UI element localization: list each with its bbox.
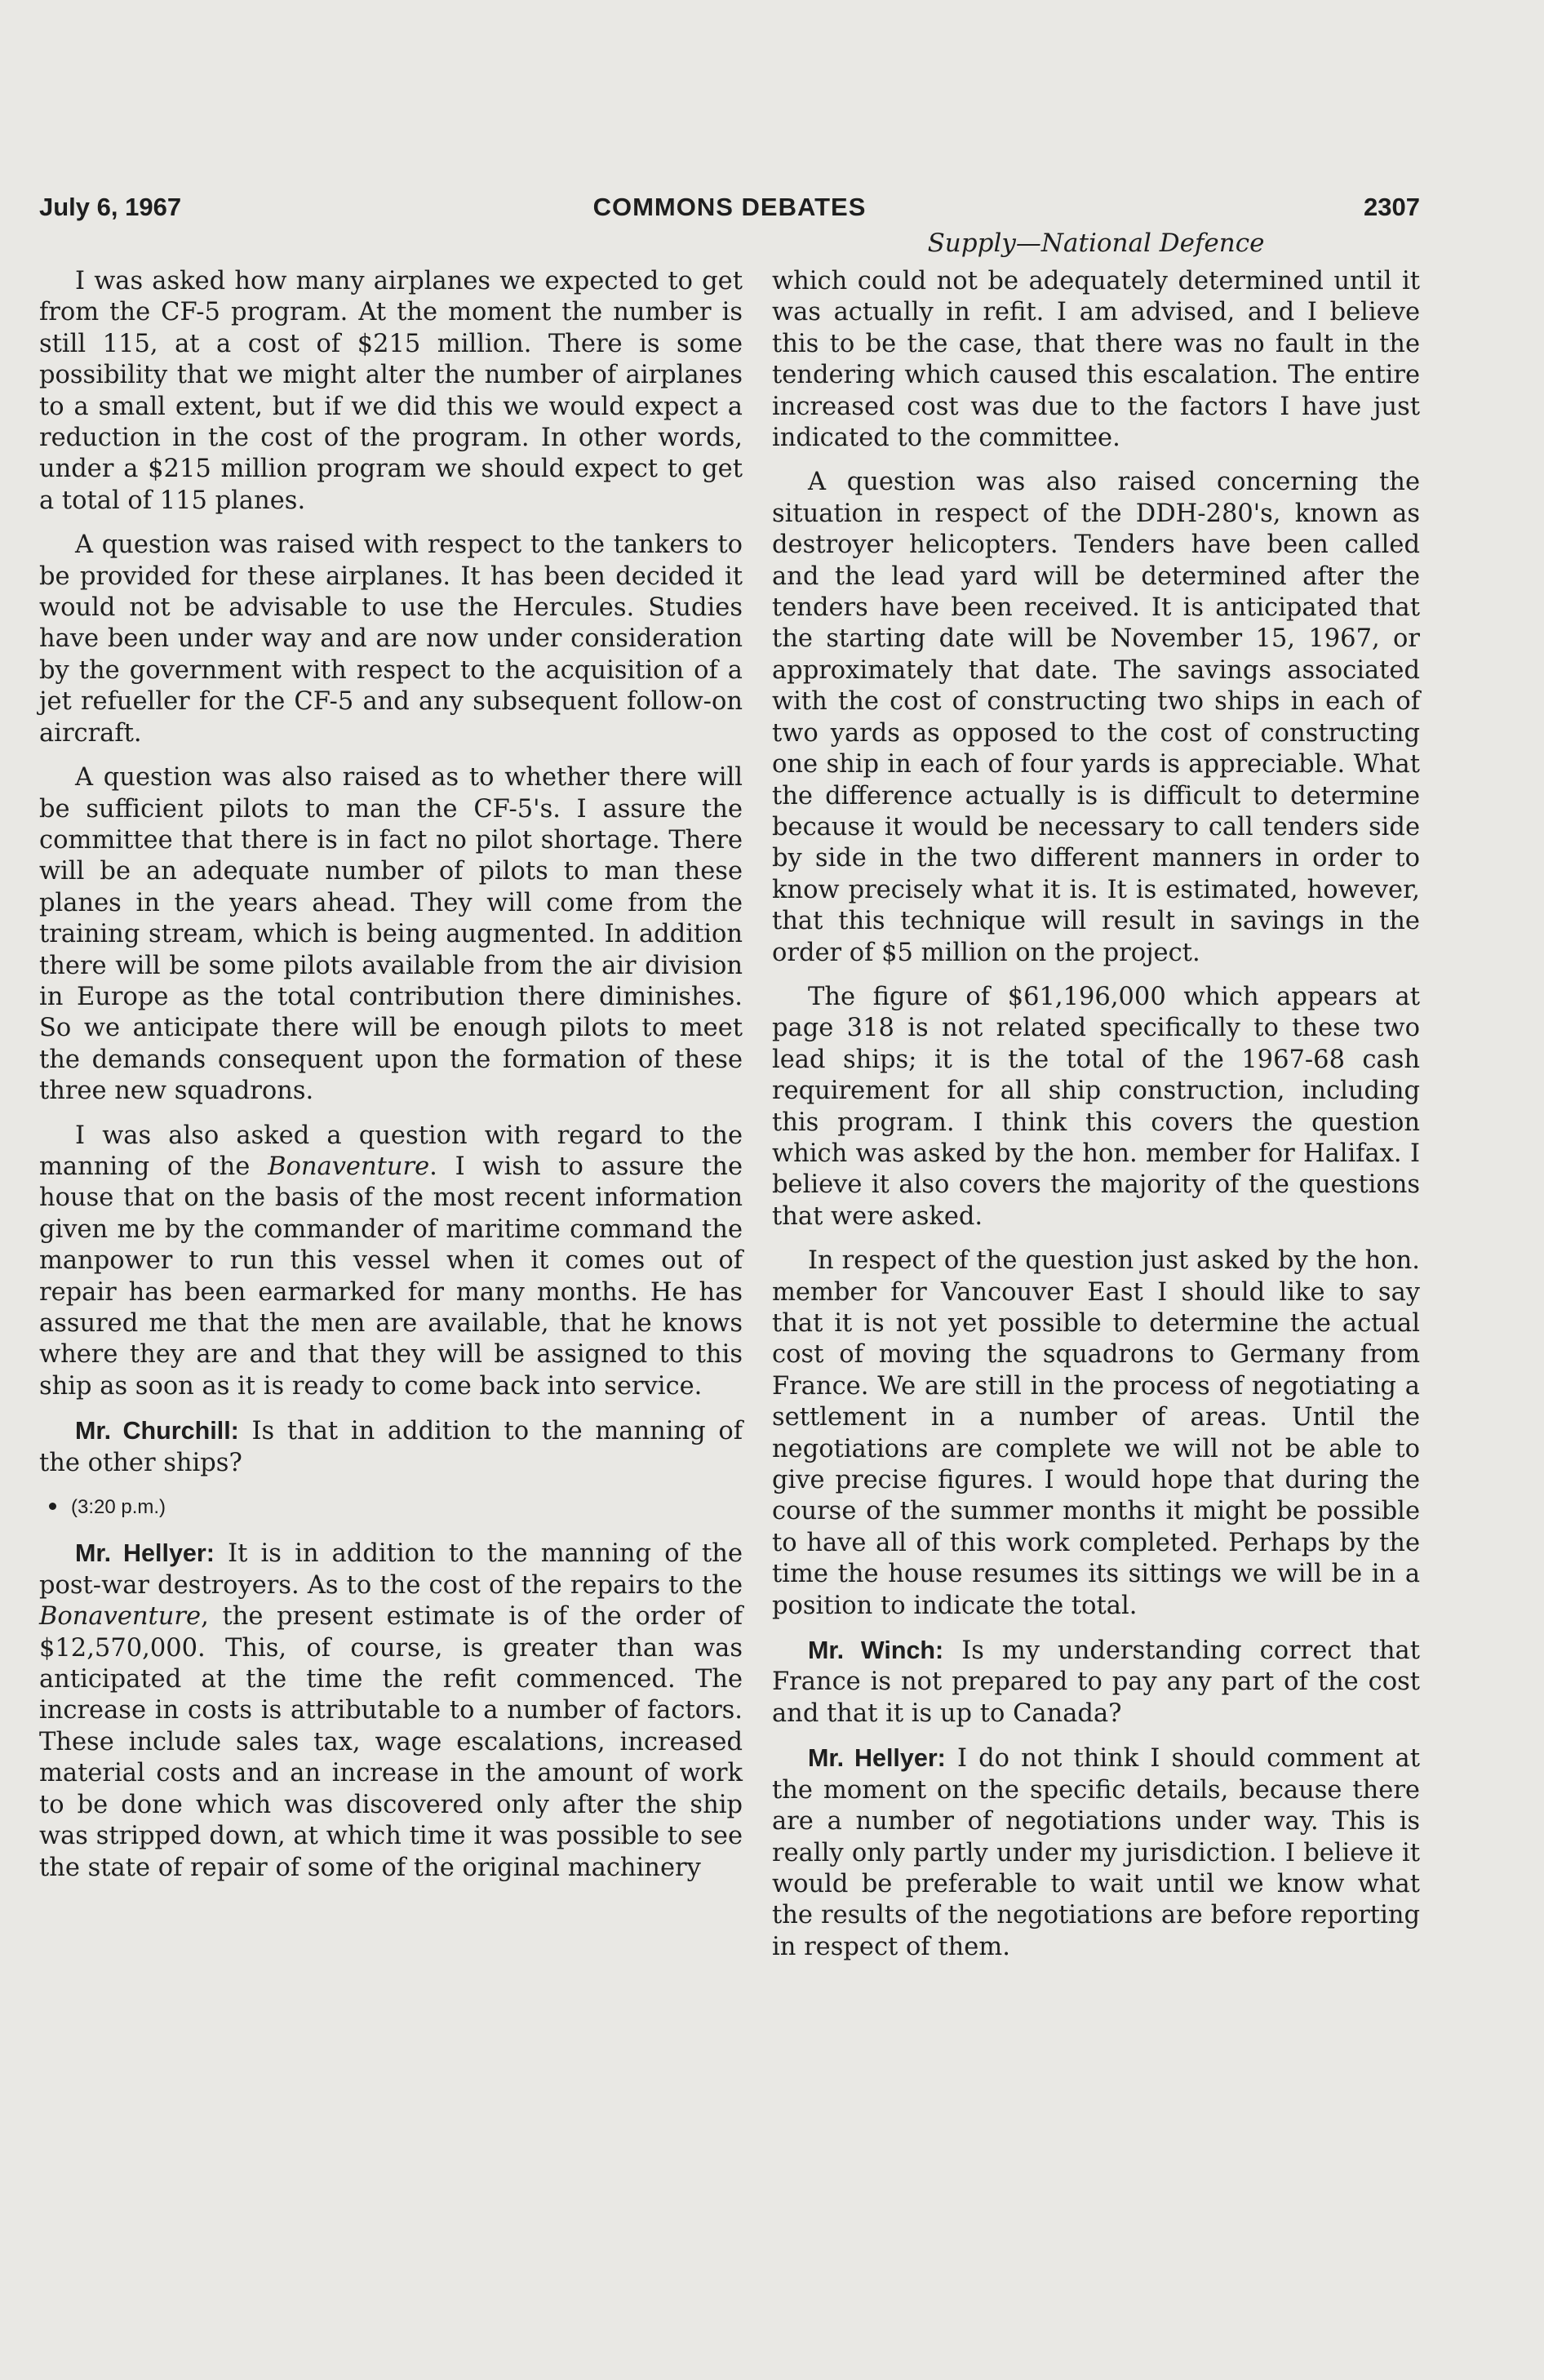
header-date: July 6, 1967 — [39, 193, 182, 221]
paragraph-text: . I wish to assure the house that on the basis of the most recent information given me by the commander of maritime command the manpower to run this vessel when it comes out of repair has been earmarked for many months. He has assured me that the men are available, that he knows where they are and that they will be assigned to this ship as soon as it is ready to come back into service. — [39, 1152, 743, 1401]
speaker-name: Mr. Hellyer: — [808, 1744, 946, 1773]
paragraph-text: I do not think I should comment at the moment on the specific details, because there are a number of negotiations under way. This is really only partly under my jurisdiction. I believe it would be preferable to wait until we know what the results of the negotiations are before reporting in respect of them. — [772, 1744, 1420, 1961]
ship-name: Bonaventure — [39, 1602, 202, 1632]
bullet-icon — [49, 1503, 56, 1510]
paragraph: I was asked how many airplanes we expected to get from the CF-5 program. At the moment the number is still 115, at a cost of $215 million. There is some possibility that we might alter the number of airplanes to a small extent, but if we did this we would expect a reduction in the cost of the program. In other words, under a $215 million program we should expect to get a total of 115 planes. — [39, 267, 743, 515]
paragraph-text: It is in addition to the manning of the post-war destroyers. As to the cost of the repairs to the — [39, 1539, 743, 1600]
paragraph — [772, 1743, 1420, 1963]
timestamp — [39, 1492, 743, 1523]
paragraph — [39, 1415, 743, 1479]
paragraph — [772, 1635, 1420, 1729]
paragraph: The figure of $61,196,000 which appears at page 318 is not related specifically to these two lead ships; it is the total of the 1967-68 cash requirement for all ship construction, including this program. I think this covers the question which was asked by the hon. member for Halifax. I believe it also covers the majority of the questions that were asked. — [772, 982, 1420, 1231]
speaker-name: Mr. Churchill: — [75, 1417, 239, 1445]
paragraph: In respect of the question just asked by the hon. member for Vancouver East I should like to say that it is not yet possible to determine the actual cost of moving the squadrons to Germany from France. We are still in the process of negotiating a settlement in a number of areas. Until the negotiations are complete we will not be able to give precise figures. I would hope that during the course of the summer months it might be possible to have all of this work completed. Perhaps by the time the house resumes its sittings we will be in a position to indicate the total. — [772, 1246, 1420, 1620]
timestamp-text: (3:20 p.m.) — [71, 1496, 166, 1519]
paragraph-text: , the present estimate is of the order of $12,570,000. This, of course, is greater than was anticipated at the time the refit commenced. The increase in costs is attributable to a number of factors. These include sales tax, wage escalations, increased material costs and an increase in the amount of work to be done which was discovered only after the ship was stripped down, at which time it was possible to see the state of repair of some of the original machinery — [39, 1602, 743, 1882]
paragraph: which could not be adequately determined until it was actually in refit. I am advised, and I believe this to be the case, that there was no fault in the tendering which caused this escalation. The entire increased cost was due to the factors I have just indicated to the committee. — [772, 267, 1420, 453]
paragraph — [39, 1538, 743, 1883]
paragraph-text: Is that in addition to the manning of the other ships? — [39, 1417, 743, 1477]
speaker-name: Mr. Hellyer: — [75, 1539, 215, 1568]
paragraph-text: Is my understanding correct that France is not prepared to pay any part of the cost and that it is up to Canada? — [772, 1636, 1420, 1728]
paragraph: A question was also raised concerning the situation in respect of the DDH-280's, known as destroyer helicopters. Tenders have been called and the lead yard will be determined after the tenders have been received. It is anticipated that the starting date will be November 15, 1967, or approximately that date. The savings associated with the cost of constructing two ships in each of two yards as opposed to the cost of constructing one ship in each of four yards is appreciable. What the difference actually is is difficult to determine because it would be necessary to call tenders side by side in the two different manners in order to know precisely what it is. It is estimated, however, that this technique will result in savings in the order of $5 million on the project. — [772, 468, 1420, 967]
page-number: 2307 — [1364, 193, 1420, 221]
paragraph-text: I was also asked a question with regard to the manning of the — [39, 1121, 743, 1181]
right-column — [772, 266, 1420, 1976]
paragraph: A question was raised with respect to the tankers to be provided for these airplanes. It has been decided it would not be advisable to use the Hercules. Studies have been under way and are now under consideration by the government with respect to the acquisition of a jet refueller for the CF-5 and any subsequent follow-on aircraft. — [39, 531, 743, 748]
left-column — [39, 266, 743, 1897]
speaker-name: Mr. Winch: — [808, 1636, 944, 1665]
header-title: COMMONS DEBATES — [592, 193, 867, 221]
ship-name: Bonaventure — [268, 1152, 430, 1181]
page-header — [39, 184, 1420, 225]
paragraph — [39, 1121, 743, 1403]
paragraph: A question was also raised as to whether there will be sufficient pilots to man the CF-5's. I assure the committee that there is in fact no pilot shortage. There will be an adequate number of pilots to man these planes in the years ahead. They will come from the training stream, which is being augmented. In addition there will be some pilots available from the air division in Europe as the total contribution there diminishes. So we anticipate there will be enough pilots to meet the demands consequent upon the formation of these three new squadrons. — [39, 763, 743, 1106]
section-subhead: Supply—National Defence — [927, 229, 1265, 258]
